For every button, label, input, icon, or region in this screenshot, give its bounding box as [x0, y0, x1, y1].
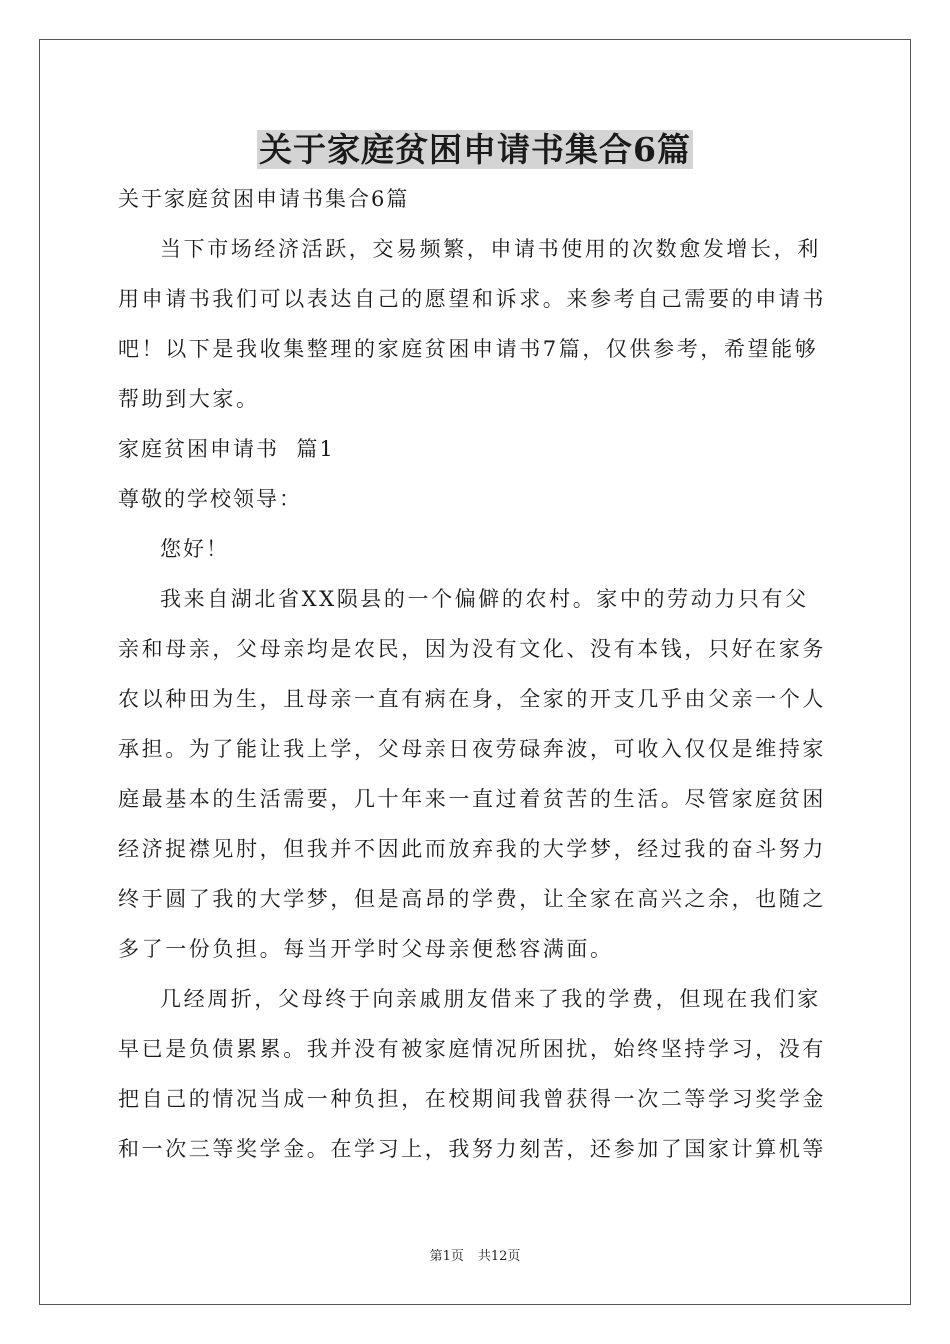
- paragraph-line: 经济捉襟见肘，但我并不因此而放弃我的大学梦，经过我的奋斗努力: [118, 837, 826, 861]
- page-number: 第1页: [429, 1249, 464, 1264]
- paragraph-line: 我来自湖北省XX陨县的一个偏僻的农村。家中的劳动力只有父: [160, 587, 809, 611]
- page-footer: [0, 1248, 950, 1266]
- greeting: 您好！: [160, 537, 229, 561]
- intro-line: 吧！以下是我收集整理的家庭贫困申请书7篇，仅供参考，希望能够: [118, 337, 819, 361]
- intro-line: 帮助到大家。: [118, 387, 260, 411]
- body-paragraph-2: [118, 982, 832, 1167]
- document-title-text: 关于家庭贫困申请书集合6篇: [259, 130, 691, 169]
- intro-line: 用申请书我们可以表达自己的愿望和诉求。来参考自己需要的申请书: [118, 287, 826, 311]
- body-paragraph-1: [118, 582, 832, 967]
- document-body: [118, 182, 832, 1182]
- section-heading: 家庭贫困申请书 篇1: [118, 437, 335, 461]
- salutation: 尊敬的学校领导：: [118, 487, 302, 511]
- paragraph-line: 早已是负债累累。我并没有被家庭情况所困扰，始终坚持学习，没有: [118, 1037, 826, 1061]
- page-total: 共12页: [477, 1249, 521, 1264]
- paragraph-line: 多了一份负担。每当开学时父母亲便愁容满面。: [118, 937, 614, 961]
- paragraph-line: 终于圆了我的大学梦，但是高昂的学费，让全家在高兴之余，也随之: [118, 887, 826, 911]
- paragraph-line: 庭最基本的生活需要，几十年来一直过着贫苦的生活。尽管家庭贫困: [118, 787, 826, 811]
- paragraph-line: 承担。为了能让我上学，父母亲日夜劳碌奔波，可收入仅仅是维持家: [118, 737, 826, 761]
- document-title: [0, 128, 950, 172]
- paragraph-line: 亲和母亲，父母亲均是农民，因为没有文化、没有本钱，只好在家务: [118, 637, 826, 661]
- paragraph-line: 和一次三等奖学金。在学习上，我努力刻苦，还参加了国家计算机等: [118, 1137, 826, 1161]
- paragraph-line: 把自己的情况当成一种负担，在校期间我曾获得一次二等学习奖学金: [118, 1087, 826, 1111]
- paragraph-line: 农以种田为生，且母亲一直有病在身，全家的开支几乎由父亲一个人: [118, 687, 826, 711]
- intro-paragraph: [118, 232, 832, 417]
- paragraph-line: 几经周折，父母终于向亲戚朋友借来了我的学费，但现在我们家: [160, 987, 821, 1011]
- document-subtitle: 关于家庭贫困申请书集合6篇: [118, 187, 410, 211]
- intro-line: 当下市场经济活跃，交易频繁，申请书使用的次数愈发增长，利: [160, 237, 821, 261]
